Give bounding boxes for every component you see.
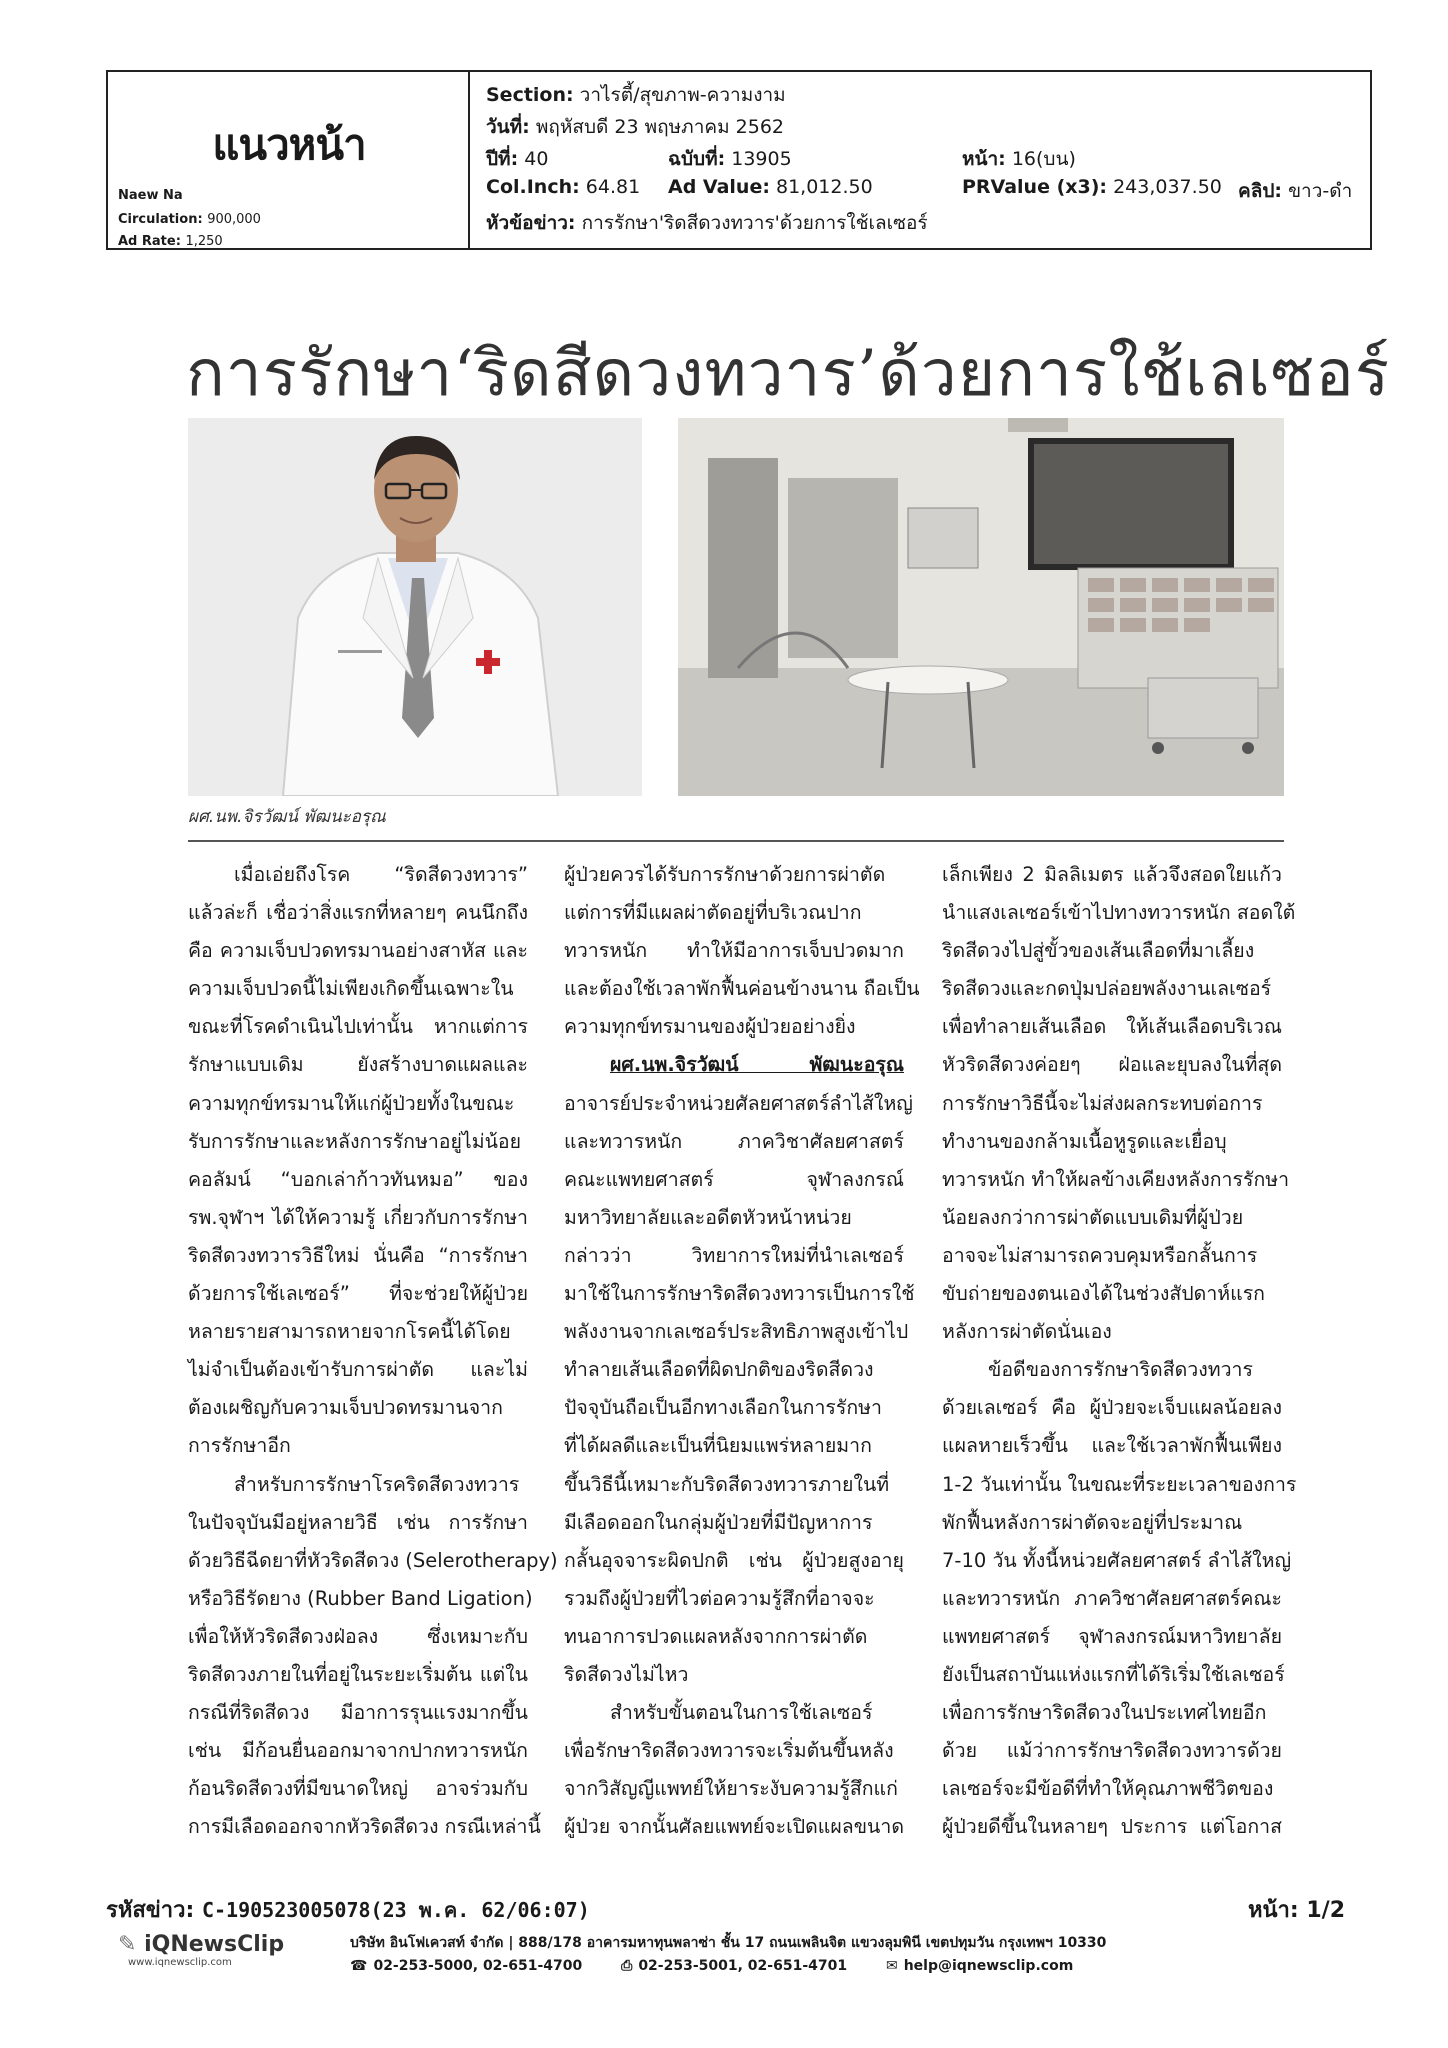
publication-name: Naew Na <box>118 188 183 203</box>
text-line: ทวารหนัก ทำให้ผลข้างเคียงหลังการรักษา <box>942 1167 1290 1191</box>
text-line: เช่น มีก้อนยื่นออกมาจากปากทวารหนัก <box>188 1739 528 1763</box>
iqnewsclip-logo: ✎ iQNewsClip www.iqnewsclip.com <box>118 1932 285 1968</box>
text-line: คณะแพทยศาสตร์ จุฬาลงกรณ์ <box>564 1167 904 1191</box>
text-line: รพ.จุฬาฯ ได้ให้ความรู้ เกี่ยวกับการรักษา <box>188 1205 528 1229</box>
text-line: น้อยลงกว่าการผ่าตัดแบบเดิมที่ผู้ป่วย <box>942 1205 1244 1229</box>
newspaper-logo: แนวหน้า <box>212 120 366 169</box>
text-line: เลเซอร์จะมีข้อดีที่ทำให้คุณภาพชีวิตของ <box>942 1777 1274 1801</box>
text-line: สำหรับการรักษาโรคริดสีดวงทวาร <box>234 1472 520 1496</box>
text-line: ทำลายเส้นเลือดที่ผิดปกติของริดสีดวง <box>564 1358 874 1382</box>
text-line: เพื่อรักษาริดสีดวงทวารจะเริ่มต้นขึ้นหลัง <box>564 1739 894 1763</box>
footer-page-number: หน้า: 1/2 <box>1248 1898 1346 1923</box>
text-line: หลายรายสามารถหายจากโรคนี้ได้โดย <box>188 1320 511 1344</box>
text-line: อาจารย์ประจำหน่วยศัลยศาสตร์ลำไส้ใหญ่ <box>564 1091 913 1115</box>
text-line: และทวารหนัก ภาควิชาศัลยศาสตร์คณะ <box>942 1586 1282 1610</box>
text-line: ทวารหนัก ทำให้มีอาการเจ็บปวดมาก <box>564 939 904 963</box>
text-line: และต้องใช้เวลาพักฟื้นค่อนข้างนาน ถือเป็น <box>564 977 920 1001</box>
article-column-2 <box>564 856 920 1846</box>
text-line: ต้องเผชิญกับความเจ็บปวดทรมานจาก <box>188 1396 503 1420</box>
text-line: ผู้ป่วยควรได้รับการรักษาด้วยการผ่าตัด <box>564 863 886 886</box>
text-line: มาใช้ในการรักษาริดสีดวงทวารเป็นการใช้ <box>564 1282 915 1306</box>
text-line: ริดสีดวงทวารวิธีใหม่ นั่นคือ “การรักษา <box>188 1243 528 1267</box>
colinch-field: Col.Inch: 64.81 <box>486 176 641 198</box>
text-line: แล้วล่ะก็ เชื่อว่าสิ่งแรกที่หลายๆ คนนึกถึง <box>188 901 528 925</box>
text-line: พักฟื้นหลังการผ่าตัดจะอยู่ที่ประมาณ <box>942 1510 1243 1534</box>
text-line: ริดสีดวงไม่ไหว <box>564 1662 689 1686</box>
text-line: ที่ได้ผลดีและเป็นที่นิยมแพร่หลายมาก <box>564 1434 872 1458</box>
text-line: รับการรักษาและหลังการรักษาอยู่ไม่น้อย <box>188 1129 522 1153</box>
logo-mark-icon: ✎ <box>118 1932 137 1957</box>
operating-room-photo <box>678 418 1284 796</box>
header-divider <box>468 72 470 248</box>
page-field: หน้า: 16(บน) <box>962 148 1076 170</box>
caption-rule <box>188 840 1284 842</box>
circulation: Circulation: 900,000 <box>118 212 261 227</box>
text-line: ปัจจุบันถือเป็นอีกทางเลือกในการรักษา <box>564 1396 882 1420</box>
text-line: การรักษาอีก <box>188 1434 291 1458</box>
text-line: หรือวิธีรัดยาง (Rubber Band Ligation) <box>188 1586 533 1610</box>
article-headline: การรักษา‘ริดสีดวงทวาร’ด้วยการใช้เลเซอร์ <box>186 337 1391 411</box>
text-line: ในปัจจุบันมีอยู่หลายวิธี เช่น การรักษา <box>188 1510 528 1534</box>
text-line: สำหรับขั้นตอนในการใช้เลเซอร์ <box>610 1701 873 1725</box>
article-column-1 <box>188 856 558 1846</box>
text-line: ด้วย แม้ว่าการรักษาริดสีดวงทวารด้วย <box>942 1739 1282 1763</box>
text-line: เมื่อเอ่ยถึงโรค “ริดสีดวงทวาร” <box>234 863 528 886</box>
text-line: มหาวิทยาลัยและอดีตหัวหน้าหน่วย <box>564 1205 852 1229</box>
photo-caption: ผศ.นพ.จิรวัฒน์ พัฒนะอรุณ <box>188 807 386 827</box>
article-column-3 <box>942 856 1297 1846</box>
text-line: เพื่อการรักษาริดสีดวงในประเทศไทยอีก <box>942 1701 1267 1725</box>
section-line: Section: วาไรตี้/สุขภาพ-ความงาม <box>486 84 786 106</box>
text-line: คือ ความเจ็บปวดทรมานอย่างสาหัส และ <box>188 939 528 963</box>
text-line: ขึ้นวิธีนี้เหมาะกับริดสีดวงทวารภายในที่ <box>564 1472 890 1496</box>
text-line: ทนอาการปวดแผลหลังจากการผ่าตัด <box>564 1624 868 1648</box>
text-line: ความทุกข์ทรมานให้แก่ผู้ป่วยทั้งในขณะ <box>188 1091 515 1115</box>
text-line: หัวริดสีดวงค่อยๆ ฝ่อและยุบลงในที่สุด <box>942 1053 1282 1077</box>
text-line: มีเลือดออกในกลุ่มผู้ป่วยที่มีปัญหาการ <box>564 1510 873 1534</box>
text-line: ยังเป็นสถาบันแห่งแรกที่ได้ริเริ่มใช้เลเซอร์ <box>942 1662 1285 1686</box>
text-line: แต่การที่มีแผลผ่าตัดอยู่ที่บริเวณปาก <box>564 901 862 925</box>
news-code: รหัสข่าว: C-190523005078(23 พ.ค. 62/06:07) <box>106 1898 590 1923</box>
text-line: ก้อนริดสีดวงที่มีขนาดใหญ่ อาจร่วมกับ <box>188 1777 528 1801</box>
clipping-header <box>106 70 1372 250</box>
prvalue-field: PRValue (x3): 243,037.50 <box>962 176 1222 198</box>
company-address: บริษัท อินโฟเควสท์ จำกัด | 888/178 อาคารมหาทุนพลาซ่า ชั้น 17 ถนนเพลินจิต แขวงลุมพินี เขตปทุมวัน กรุงเทพฯ 10330 <box>350 1935 1107 1951</box>
fax-icon: ⎙ <box>621 1958 633 1974</box>
headline-field: หัวข้อข่าว: การรักษา'ริดสีดวงทวาร'ด้วยการใช้เลเซอร์ <box>486 212 928 234</box>
year-field: ปีที่: 40 <box>486 148 549 170</box>
text-line: พลังงานจากเลเซอร์ประสิทธิภาพสูงเข้าไป <box>564 1320 909 1344</box>
text-line: ไม่จำเป็นต้องเข้ารับการผ่าตัด และไม่ <box>188 1358 528 1382</box>
text-line: กรณีที่ริดสีดวง มีอาการรุนแรงมากขึ้น <box>188 1701 528 1725</box>
text-line: อาจจะไม่สามารถควบคุมหรือกลั้นการ <box>942 1243 1258 1267</box>
text-line: นำแสงเลเซอร์เข้าไปทางทวารหนัก สอดใต้ <box>942 901 1296 925</box>
doctor-name: ผศ.นพ.จิรวัฒน์ พัฒนะอรุณ <box>610 1053 904 1077</box>
text-line: รักษาแบบเดิม ยังสร้างบาดแผลและ <box>188 1053 528 1077</box>
text-line: หลังการผ่าตัดนั่นเอง <box>942 1320 1112 1344</box>
issue-field: ฉบับที่: 13905 <box>668 148 792 170</box>
text-line: แผลหายเร็วขึ้น และใช้เวลาพักฟื้นเพียง <box>942 1434 1282 1458</box>
email-address[interactable]: help@iqnewsclip.com <box>903 1958 1074 1974</box>
text-line: ผู้ป่วย จากนั้นศัลยแพทย์จะเปิดแผลขนาด <box>564 1815 904 1839</box>
text-line: การรักษาวิธีนี้จะไม่ส่งผลกระทบต่อการ <box>942 1091 1263 1115</box>
phone-icon: ☎ <box>350 1958 368 1974</box>
text-line: เพื่อทำลายเส้นเลือด ให้เส้นเลือดบริเวณ <box>942 1015 1282 1039</box>
text-line: ความเจ็บปวดนี้ไม่เพียงเกิดขึ้นเฉพาะใน <box>188 977 514 1001</box>
text-line: ริดสีดวงไปสู่ขั้วของเส้นเลือดที่มาเลี้ยง <box>942 939 1255 963</box>
text-line: ด้วยเลเซอร์ คือ ผู้ป่วยจะเจ็บแผลน้อยลง <box>942 1396 1282 1420</box>
fax-number: 02-253-5001, 02-651-4701 <box>638 1958 848 1974</box>
text-line: เล็กเพียง 2 มิลลิเมตร แล้วจึงสอดใยแก้ว <box>942 863 1282 886</box>
text-line: การมีเลือดออกจากหัวริดสีดวง กรณีเหล่านี้ <box>188 1815 541 1839</box>
text-line: ขับถ่ายของตนเองได้ในช่วงสัปดาห์แรก <box>942 1282 1265 1306</box>
text-line: ขณะที่โรคดำเนินไปเท่านั้น หากแต่การ <box>188 1015 528 1039</box>
contact-line <box>350 1958 1107 1974</box>
text-line: คอลัมน์ “บอกเล่าก้าวทันหมอ” ของ <box>188 1167 528 1191</box>
text-line: ด้วยวิธีฉีดยาที่หัวริดสีดวง (Selerotherapy) <box>188 1548 558 1572</box>
phone-number: 02-253-5000, 02-651-4700 <box>373 1958 583 1974</box>
clip-field: คลิป: ขาว-ดำ <box>1238 180 1353 202</box>
text-line: จากวิสัญญีแพทย์ให้ยาระงับความรู้สึกแก่ <box>564 1777 898 1801</box>
advalue-field: Ad Value: 81,012.50 <box>668 176 873 198</box>
text-line: ข้อดีของการรักษาริดสีดวงทวาร <box>988 1358 1253 1382</box>
text-line: ความทุกข์ทรมานของผู้ป่วยอย่างยิ่ง <box>564 1015 856 1039</box>
text-line: ริดสีดวงและกดปุ่มปล่อยพลังงานเลเซอร์ <box>942 977 1272 1001</box>
text-line: กลั้นอุจจาระผิดปกติ เช่น ผู้ป่วยสูงอายุ <box>564 1548 904 1572</box>
ad-rate: Ad Rate: 1,250 <box>118 234 223 249</box>
doctor-portrait-photo <box>188 418 642 796</box>
text-line: 1-2 วันเท่านั้น ในขณะที่ระยะเวลาของการ <box>942 1472 1297 1496</box>
text-line: แพทยศาสตร์ จุฬาลงกรณ์มหาวิทยาลัย <box>942 1624 1282 1648</box>
text-line: ผู้ป่วยดีขึ้นในหลายๆ ประการ แต่โอกาส <box>942 1815 1282 1839</box>
text-line: ริดสีดวงภายในที่อยู่ในระยะเริ่มต้น แต่ใน <box>188 1662 528 1686</box>
text-line: กล่าวว่า วิทยาการใหม่ที่นำเลเซอร์ <box>564 1243 904 1267</box>
text-line: ทำงานของกล้ามเนื้อหูรูดและเยื่อบุ <box>942 1129 1227 1153</box>
logo-url: www.iqnewsclip.com <box>128 1957 232 1968</box>
text-line: เพื่อให้หัวริดสีดวงฝ่อลง ซึ่งเหมาะกับ <box>188 1624 528 1648</box>
date-line: วันที่: พฤหัสบดี 23 พฤษภาคม 2562 <box>486 116 785 138</box>
text-line: 7-10 วัน ทั้งนี้หน่วยศัลยศาสตร์ ลำไส้ใหญ่ <box>942 1548 1292 1572</box>
email-icon: ✉ <box>885 1958 898 1974</box>
text-line: รวมถึงผู้ป่วยที่ไวต่อความรู้สึกที่อาจจะ <box>564 1586 875 1610</box>
text-line: ด้วยการใช้เลเซอร์” ที่จะช่วยให้ผู้ป่วย <box>188 1282 528 1306</box>
text-line: และทวารหนัก ภาควิชาศัลยศาสตร์ <box>564 1129 904 1153</box>
